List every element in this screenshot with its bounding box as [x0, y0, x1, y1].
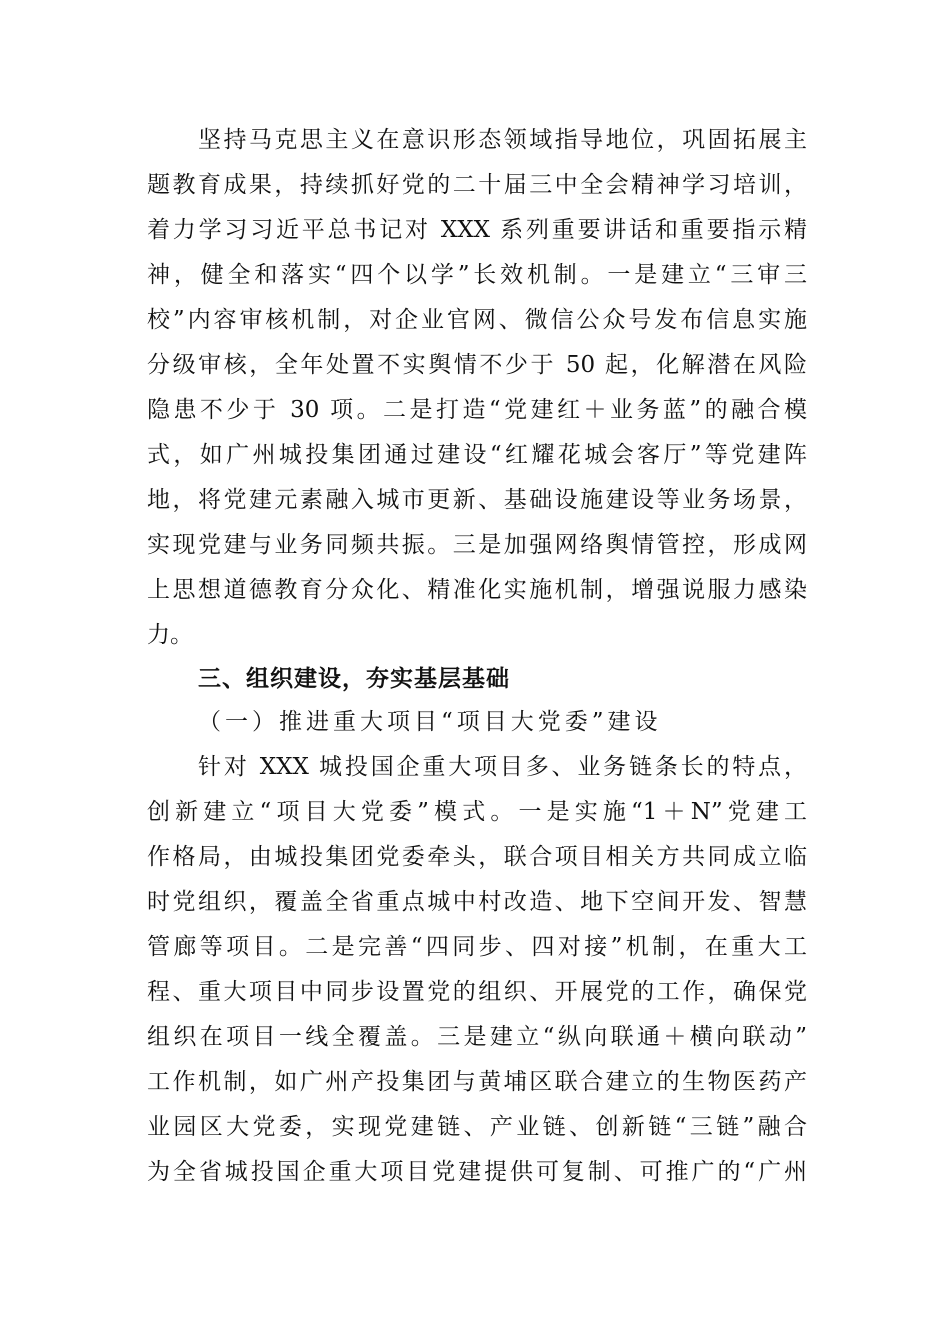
- paragraph-2-line-10: 为全省城投国企重大项目党建提供可复制、可推广的“广州: [147, 1159, 807, 1185]
- paragraph-1-line-11: 上思想道德教育分众化、精准化实施机制，增强说服力感染: [147, 577, 807, 603]
- paragraph-1-line-9: 地，将党建元素融入城市更新、基础设施建设等业务场景，: [147, 487, 807, 513]
- paragraph-2-line-2: 创新建立“项目大党委”模式。一是实施“1＋N”党建工: [147, 799, 807, 825]
- paragraph-1-line-12: 力。: [147, 622, 193, 648]
- section-heading: 三、组织建设，夯实基层基础: [198, 666, 510, 692]
- paragraph-1-line-6: 分级审核，全年处置不实舆情不少于 50 起，化解潜在风险: [147, 352, 807, 378]
- paragraph-2-line-1: 针对 XXX 城投国企重大项目多、业务链条长的特点，: [198, 754, 807, 780]
- paragraph-2-line-4: 时党组织，覆盖全省重点城中村改造、地下空间开发、智慧: [147, 889, 807, 915]
- paragraph-1-line-8: 式，如广州城投集团通过建设“红耀花城会客厅”等党建阵: [147, 442, 807, 468]
- paragraph-1-line-7: 隐患不少于 30 项。二是打造“党建红＋业务蓝”的融合模: [147, 397, 807, 423]
- subsection-heading: （一）推进重大项目“项目大党委”建设: [198, 709, 662, 735]
- paragraph-2-line-7: 组织在项目一线全覆盖。三是建立“纵向联通＋横向联动”: [147, 1024, 807, 1050]
- paragraph-1-line-4: 神，健全和落实“四个以学”长效机制。一是建立“三审三: [147, 262, 807, 288]
- paragraph-1-line-1: 坚持马克思主义在意识形态领域指导地位，巩固拓展主: [198, 127, 807, 153]
- paragraph-2-line-9: 业园区大党委，实现党建链、产业链、创新链“三链”融合: [147, 1114, 807, 1140]
- paragraph-1-line-3: 着力学习习近平总书记对 XXX 系列重要讲话和重要指示精: [147, 217, 807, 243]
- paragraph-1-line-10: 实现党建与业务同频共振。三是加强网络舆情管控，形成网: [147, 532, 807, 558]
- paragraph-1-line-2: 题教育成果，持续抓好党的二十届三中全会精神学习培训，: [147, 172, 807, 198]
- paragraph-2-line-8: 工作机制，如广州产投集团与黄埔区联合建立的生物医药产: [147, 1069, 807, 1095]
- paragraph-2-line-3: 作格局，由城投集团党委牵头，联合项目相关方共同成立临: [147, 844, 807, 870]
- paragraph-1-line-5: 校”内容审核机制，对企业官网、微信公众号发布信息实施: [147, 307, 807, 333]
- paragraph-2-line-6: 程、重大项目中同步设置党的组织、开展党的工作，确保党: [147, 979, 807, 1005]
- paragraph-2-line-5: 管廊等项目。二是完善“四同步、四对接”机制，在重大工: [147, 934, 807, 960]
